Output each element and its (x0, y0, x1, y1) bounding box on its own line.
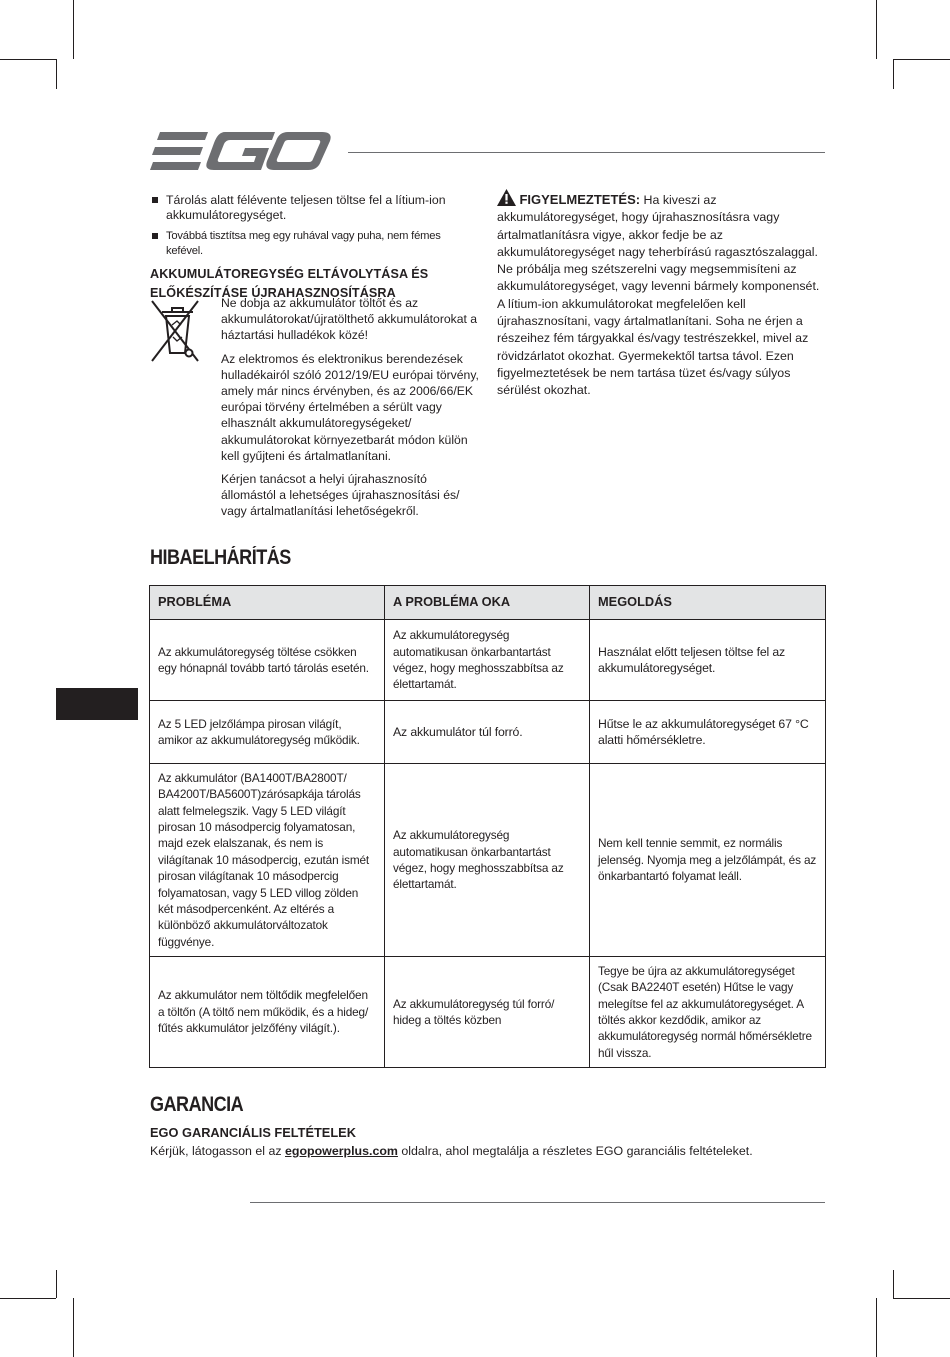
crop-mark (893, 59, 950, 60)
language-tab (56, 688, 138, 720)
warning-block (497, 189, 827, 400)
troubleshooting-title: HIBAELHÁRÍTÁS (150, 546, 291, 569)
disposal-paragraph: Kérjen tanácsot a helyi újrahasznosító állomástól a lehetséges újrahasznosítási és/ vagy ártalmatlanítási lehetőségekről. (221, 472, 460, 519)
disposal-title: AKKUMULÁTOREGYSÉG ELTÁVOLYTÁSA ÉS ELŐKÉSZÍTÁSE ÚJRAHASZNOSÍTÁSRA (150, 267, 429, 300)
problem-cell: Az 5 LED jelzőlámpa pirosan világít, amikor az akkumulátoregység működik. (150, 701, 385, 764)
troubleshooting-table (149, 585, 826, 1068)
footer-rule (250, 1202, 825, 1203)
table-header-row (150, 586, 826, 620)
crop-mark (876, 0, 877, 59)
crop-mark (893, 1298, 950, 1299)
cause-cell: Az akkumulátoregység automatikusan önkarbantartást végez, hogy meghosszabbítsa az élettartamát. (385, 620, 590, 701)
storage-bullet (150, 229, 480, 259)
bullet-text: Tárolás alatt félévente teljesen töltse fel a lítium-ion akkumulátoregységet. (166, 193, 446, 222)
problem-cell: Az akkumulátor nem töltődik megfelelően a töltőn (A töltő nem működik, és a hideg/ fűtés akkumulátor jelzőfény világít.). (150, 957, 385, 1068)
column-header: MEGOLDÁS (590, 586, 826, 620)
crossed-out-wheelie-bin-icon (150, 297, 200, 363)
solution-cell: Nem kell tennie semmit, ez normális jelenség. Nyomja meg a jelzőlámpát, és az önkarbantartó folyamat leáll. (590, 764, 826, 957)
storage-bullet (150, 193, 480, 223)
solution-cell: Használat előtt teljesen töltse fel az akkumulátoregységet. (590, 620, 826, 701)
solution-cell: Hűtse le az akkumulátoregységet 67 °C alatti hőmérsékletre. (590, 701, 826, 764)
crop-mark (73, 1298, 74, 1357)
bullet-square-icon (152, 233, 158, 239)
crop-mark (0, 59, 56, 60)
table-row (150, 620, 826, 701)
disposal-paragraph: Ne dobja az akkumulátor töltőt és az akkumulátorokat/újratölthető akkumulátorokat a háztartási hulladékok közé! (221, 296, 478, 343)
cause-cell: Az akkumulátor túl forró. (385, 701, 590, 764)
left-column (150, 193, 480, 519)
warning-triangle-icon (497, 189, 516, 206)
cause-cell: Az akkumulátoregység túl forró/ hideg a töltés közben (385, 957, 590, 1068)
crop-mark (56, 1270, 57, 1298)
warranty-text-before: Kérjük, látogasson el az (150, 1144, 282, 1158)
bullet-text: Továbbá tisztítsa meg egy ruhával vagy puha, nem fémes kefével. (166, 230, 441, 257)
table-row (150, 957, 826, 1068)
crop-mark (73, 0, 74, 59)
column-header: A PROBLÉMA OKA (385, 586, 590, 620)
solution-cell: Tegye be újra az akkumulátoregységet (Csak BA2240T esetén) Hűtse le vagy melegítse fel az akkumulátoregységet. A töltés akkor kezdődik, amikor az akkumulátoregység normál hőmérsékletre hűl vissza. (590, 957, 826, 1068)
table-row (150, 764, 826, 957)
ego-logo (150, 132, 332, 172)
warning-text: Ha kiveszi az akkumulátoregységet, hogy újrahasznosításra vagy ártalmatlanításra vigye, akkor fedje be az akkumulátoregységet nagy teherbírású ragasztószalaggal. Ne próbálja meg szétszerelni vagy megsemmisíteni az akkumulátoregységet, vagy levenni bármely komponensét. A lítium-ion akkumulátorokat megfelelően kell újrahasznosítani, vagy ártalmatlanítani. Soha ne érjen a részeihez fém tárgyakkal és/vagy testrészekkel, mivel az rövidzárlatot okozhat. Gyermekektől tartsa távol. Ezen figyelmeztetések be nem tartása tüzet és/vagy súlyos sérülést okozhat. (497, 193, 820, 398)
warranty-link[interactable]: egopowerplus.com (285, 1144, 398, 1158)
warning-label: FIGYELMEZTETÉS: (519, 192, 641, 207)
problem-cell: Az akkumulátoregység töltése csökken egy hónapnál tovább tartó tárolás esetén. (150, 620, 385, 701)
warranty-title: GARANCIA (150, 1093, 244, 1116)
disposal-paragraph: Az elektromos és elektronikus berendezések hulladékairól szóló 2012/19/EU európai törvény, amely már nincs érvényben, és az 2006/66/EK európai törvény értelmében a sérült vagy elhasznált akkumulátoregységeket/ akkumulátorokat környezetbarát módon külön kell gyűjteni és ártalmatlanítani. (221, 351, 479, 463)
cause-cell: Az akkumulátoregység automatikusan önkarbantartást végez, hogy meghosszabbítsa az élettartamát. (385, 764, 590, 957)
disposal-text (221, 295, 483, 527)
warranty-text-after: oldalra, ahol megtalálja a részletes EGO garanciális feltételeket. (401, 1144, 753, 1158)
warranty-subtitle: EGO GARANCIÁLIS FELTÉTELEK (150, 1125, 356, 1140)
crop-mark (876, 1298, 877, 1357)
column-header: PROBLÉMA (150, 586, 385, 620)
warranty-text (150, 1143, 753, 1159)
crop-mark (893, 59, 894, 89)
bullet-square-icon (152, 197, 158, 203)
crop-mark (56, 59, 57, 89)
problem-cell: Az akkumulátor (BA1400T/BA2800T/ BA4200T/BA5600T)zárósapkája tárolás alatt felmelegszik. Vagy 5 LED világít pirosan 10 másodpercig folyamatosan, majd ezek elalszanak, és nem is világítanak 10 másodpercig, ezután ismét pirosan világítanak 10 másodpercig folyamatosan, vagy 5 LED villog zölden két másodpercenként. Az eltérés a különböző akkumulátorváltozatok függvénye. (150, 764, 385, 957)
crop-mark (0, 1298, 56, 1299)
header-rule (348, 152, 825, 153)
table-row (150, 701, 826, 764)
crop-mark (893, 1270, 894, 1298)
